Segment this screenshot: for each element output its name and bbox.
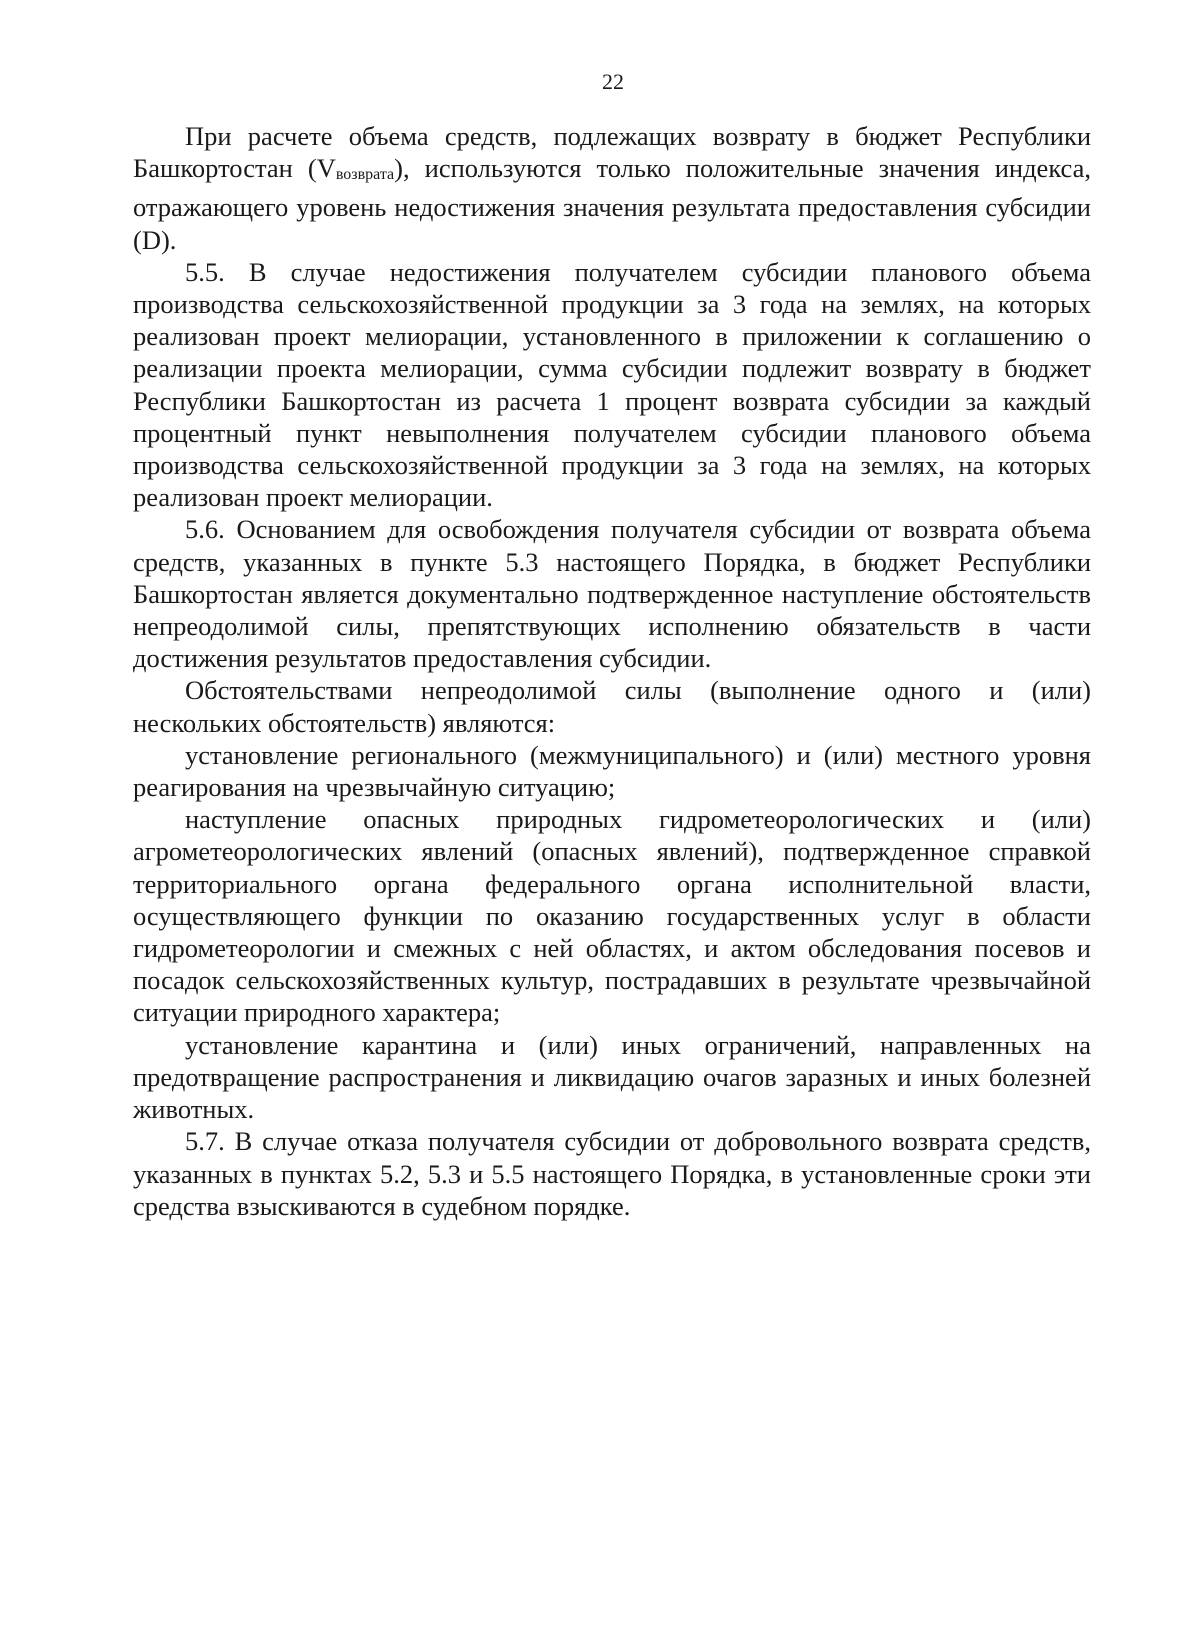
paragraph-quarantine: установление карантина и (или) иных ограничений, направленных на предотвращение распространения и ликвидацию очагов заразных и иных болезней животных. [133,1029,1091,1125]
paragraph-text: ), используются только положительные значения индекса, отражающего уровень недостижения значения результата предоставления субсидии (D). [133,153,1091,255]
paragraph-emergency-response: установление регионального (межмуниципального) и (или) местного уровня реагирования на чрезвычайную ситуацию; [133,739,1091,803]
paragraph-5-6: 5.6. Основанием для освобождения получателя субсидии от возврата объема средств, указанных в пункте 5.3 настоящего Порядка, в бюджет Республики Башкортостан является документально подтвержденное наступление обстоятельств непреодолимой силы, препятствующих исполнению обязательств в части достижения результатов предоставления субсидии. [133,514,1091,674]
paragraph-force-majeure-intro: Обстоятельствами непреодолимой силы (выполнение одного и (или) нескольких обстоятельств) являются: [133,675,1091,738]
paragraph-5-7: 5.7. В случае отказа получателя субсидии от добровольного возврата средств, указанных в пунктах 5.2, 5.3 и 5.5 настоящего Порядка, в установленные сроки эти средства взыскиваются в судебном порядке. [133,1126,1091,1221]
document-body [133,120,1091,1222]
paragraph-5-5: 5.5. В случае недостижения получателем субсидии планового объема производства сельскохозяйственной продукции за 3 года на землях, на которых реализован проект мелиорации, установленного в приложении к соглашению о реализации проекта мелиорации, сумма субсидии подлежит возврату в бюджет Республики Башкортостан из расчета 1 процент возврата субсидии за каждый процентный пункт невыполнения получателем субсидии планового объема производства сельскохозяйственной продукции за 3 года на землях, на которых реализован проект мелиорации. [133,256,1091,513]
subscript-text: возврата [335,166,395,184]
paragraph-hazardous-phenomena: наступление опасных природных гидрометеорологических и (или) агрометеорологических явлений (опасных явлений), подтвержденное справкой территориального органа федерального органа исполнительной власти, осуществляющего функции по оказанию государственных услуг в области гидрометеорологии и смежных с ней областях, и актом обследования посевов и посадок сельскохозяйственных культур, пострадавших в результате чрезвычайной ситуации природного характера; [133,804,1091,1028]
paragraph-volume-calculation [133,120,1091,256]
page-number: 22 [602,69,624,94]
paragraph-text: При расчете объема средств, подлежащих возврату в бюджет Республики Башкортостан (V [133,121,1091,184]
